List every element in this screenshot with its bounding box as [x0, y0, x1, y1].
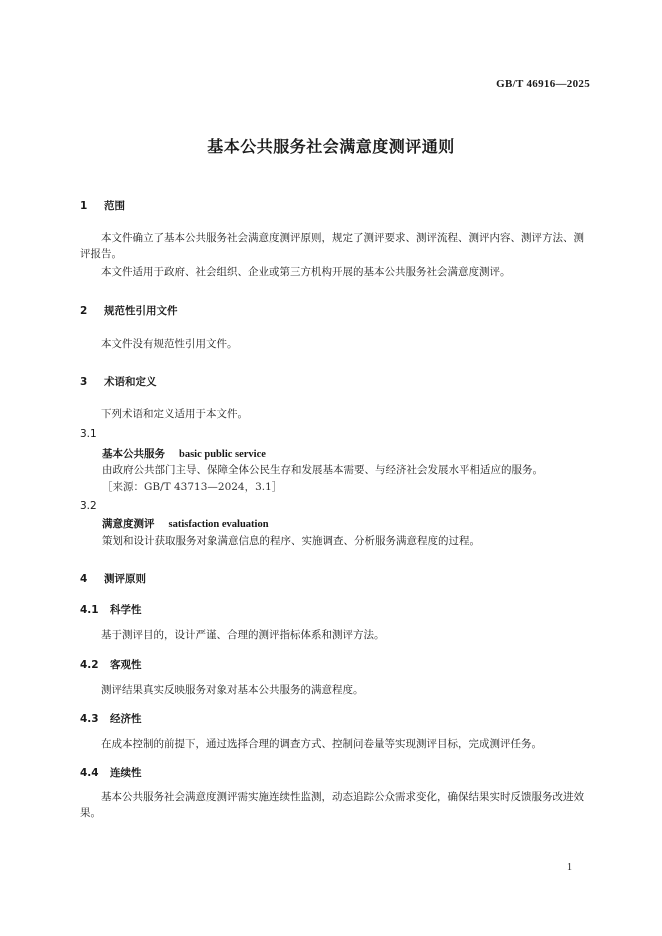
subsection-4-2-heading: 4.2 客观性: [80, 659, 142, 671]
subsection-4-3-heading: 4.3 经济性: [80, 713, 142, 725]
term-3-1-name: 基本公共服务 basic public service: [102, 448, 266, 460]
term-3-2-definition: 策划和设计获取服务对象满意信息的程序、实施调查、分析服务满意程度的过程。: [102, 535, 480, 547]
subsection-4-1-text: 基于测评目的，设计严谨、合理的测评指标体系和测评方法。: [101, 629, 385, 641]
term-3-1-definition: 由政府公共部门主导、保障全体公民生存和发展基本需要、与经济社会发展水平相适应的服务。: [102, 464, 543, 476]
section-3-heading: 3 术语和定义: [80, 376, 157, 388]
document-title: 基本公共服务社会满意度测评通则: [207, 137, 455, 156]
subsection-4-4-heading: 4.4 连续性: [80, 767, 142, 779]
term-3-2-name: 满意度测评 satisfaction evaluation: [102, 518, 269, 530]
subsection-4-1-heading: 4.1 科学性: [80, 604, 142, 616]
term-3-2-number: 3.2: [80, 500, 97, 512]
subsection-4-3-text: 在成本控制的前提下，通过选择合理的调查方式、控制问卷量等实现测评目标，完成测评任务。: [101, 738, 542, 750]
section-2-heading: 2 规范性引用文件: [80, 305, 178, 317]
term-3-1-number: 3.1: [80, 428, 97, 440]
subsection-4-2-text: 测评结果真实反映服务对象对基本公共服务的满意程度。: [101, 684, 364, 696]
section-4-heading: 4 测评原则: [80, 573, 146, 585]
standard-code: GB/T 46916—2025: [496, 78, 590, 90]
section-1-heading: 1 范围: [80, 200, 125, 212]
page-number: 1: [567, 862, 572, 873]
section-3-paragraph-1: 下列术语和定义适用于本文件。: [101, 408, 248, 420]
section-1-paragraph-2: 本文件适用于政府、社会组织、企业或第三方机构开展的基本公共服务社会满意度测评。: [101, 266, 511, 278]
term-3-1-source: ［来源：GB/T 43713—2024，3.1］: [102, 481, 283, 493]
section-1-paragraph-1: 本文件确立了基本公共服务社会满意度测评原则，规定了测评要求、测评流程、测评内容、测评方法、测评报告。: [80, 232, 584, 260]
section-2-paragraph-1: 本文件没有规范性引用文件。: [101, 338, 238, 350]
subsection-4-4-text: 基本公共服务社会满意度测评需实施连续性监测，动态追踪公众需求变化，确保结果实时反馈服务改进效果。: [80, 791, 584, 819]
